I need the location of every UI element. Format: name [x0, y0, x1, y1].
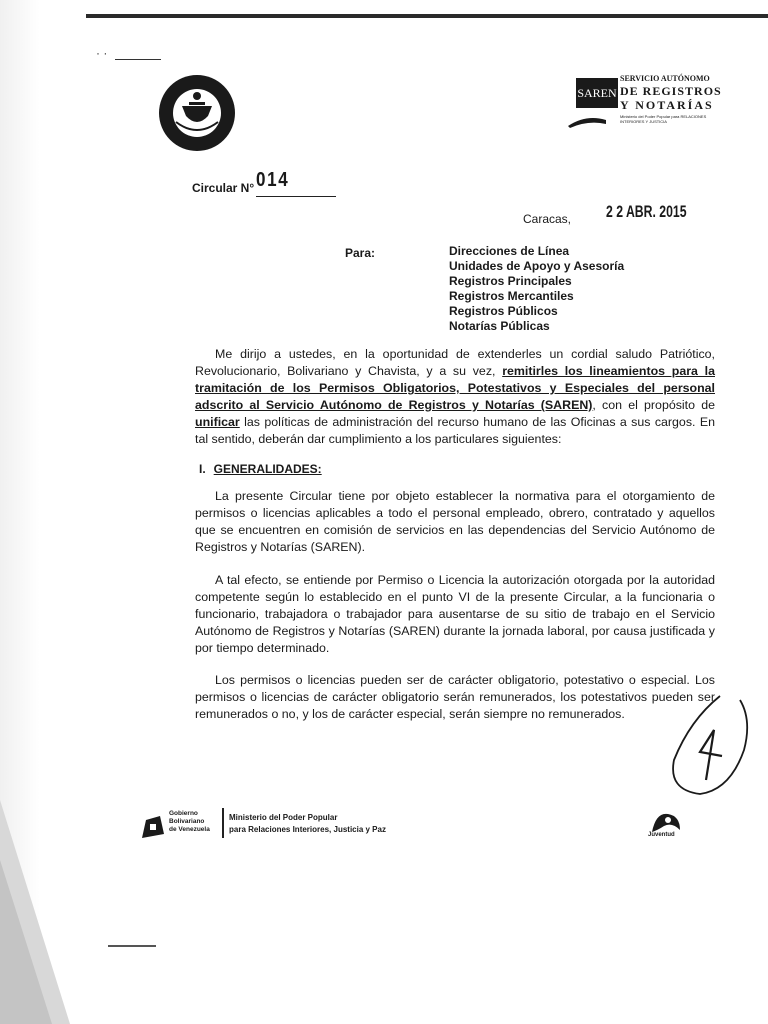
paragraph-tipos	[195, 672, 715, 723]
intro-text-a: Me dirijo a ustedes, en la oportunidad de extenderles un cordial saludo Patriótico, Revolucionario, Bolivariano y Chavista, y a su vez,	[195, 347, 715, 378]
paragraph-tipos-text: Los permisos o licencias pueden ser de carácter obligatorio, potestativo o especial. Los permisos o licencias de carácter obligatorio serán remunerados, los potestativos pueden ser remunerados o no, y los de carácter especial, serán siempre no remunerados.	[195, 673, 715, 721]
ministerio-line-2: para Relaciones Interiores, Justicia y Paz	[229, 825, 386, 834]
para-label: Para:	[345, 246, 376, 260]
recipient-item: Unidades de Apoyo y Asesoría	[449, 259, 625, 273]
ministerio-line-1: Ministerio del Poder Popular	[229, 813, 338, 822]
saren-box: SAREN	[576, 78, 618, 108]
margin-mark: · ·	[96, 46, 108, 60]
saren-logo	[576, 74, 722, 134]
saren-flag-icon	[566, 112, 626, 128]
gobierno-line-2: Bolivariano	[169, 818, 205, 825]
section-title: GENERALIDADES:	[213, 462, 322, 476]
intro-text-b: , con el propósito de	[592, 398, 715, 412]
ministry-seal-logo	[156, 72, 238, 154]
date-stamp: 2 2 ABR. 2015	[606, 202, 687, 221]
paragraph-objeto	[195, 488, 715, 556]
juventud-logo-icon	[646, 806, 686, 844]
margin-line-bottom	[108, 945, 156, 947]
recipient-item: Registros Públicos	[449, 304, 558, 318]
circular-label: Circular N°	[192, 181, 255, 195]
circular-underline	[256, 196, 336, 197]
margin-line	[115, 59, 161, 60]
intro-text-c: las políticas de administración del recurso humano de las Oficinas a sus cargos. En tal sentido, deberán dar cumplimiento a los particulares siguientes:	[195, 415, 715, 446]
intro-underlined-lineamientos: remitirles los lineamientos para la tramitación de los Permisos Obligatorios, Potestativos y Especiales del personal adscrito al Servicio Autónomo de Registros y Notarías (SAREN)	[195, 364, 715, 412]
saren-line-3: Y NOTARÍAS	[620, 98, 714, 112]
gobierno-line-3: de Venezuela	[169, 826, 210, 833]
intro-paragraph	[195, 346, 715, 448]
gobierno-logo	[140, 808, 232, 842]
gobierno-flag-icon	[140, 814, 166, 840]
gobierno-text	[169, 810, 210, 834]
saren-line-2: DE REGISTROS	[620, 84, 722, 98]
intro-underlined-unificar: unificar	[195, 415, 240, 429]
section-number: I.	[199, 462, 206, 476]
recipient-item: Direcciones de Línea	[449, 244, 570, 258]
paragraph-objeto-text: La presente Circular tiene por objeto establecer la normativa para el otorgamiento de permisos o licencias aplicables a todo el personal empleado, obrero, contratado y aquellos que se encuentren en comisión de servicios en las dependencias del Servicio Autónomo de Registros y Notarías (SAREN).	[195, 489, 715, 554]
footer-separator	[222, 808, 224, 838]
handwritten-signature	[660, 690, 756, 802]
recipient-item: Notarías Públicas	[449, 319, 550, 333]
recipients-list	[449, 244, 624, 334]
section-heading	[199, 462, 322, 476]
recipient-item: Registros Principales	[449, 274, 572, 288]
juventud-label: Juventud	[648, 832, 675, 838]
circular-number: 014	[256, 169, 290, 191]
saren-line-1: SERVICIO AUTÓNOMO	[620, 74, 710, 83]
gobierno-line-1: Gobierno	[169, 810, 198, 817]
paragraph-definicion	[195, 572, 715, 657]
paragraph-definicion-text: A tal efecto, se entiende por Permiso o Licencia la autorización otorgada por la autoridad competente según lo establecido en el punto VI de la presente Circular, a la funcionaria o funcionario, trabajadora o trabajador para ausentarse de su sitio de trabajo en el Servicio Autónomo de Registros y Notarías (SAREN) durante la jornada laboral, por causa justificada y por tiempo determinado.	[195, 573, 715, 655]
saren-line-4: Ministerio del Poder Popular para RELACIONES INTERIORES Y JUSTICIA	[620, 114, 707, 124]
ministerio-footer	[229, 812, 386, 836]
recipient-item: Registros Mercantiles	[449, 289, 574, 303]
place: Caracas,	[523, 212, 572, 226]
